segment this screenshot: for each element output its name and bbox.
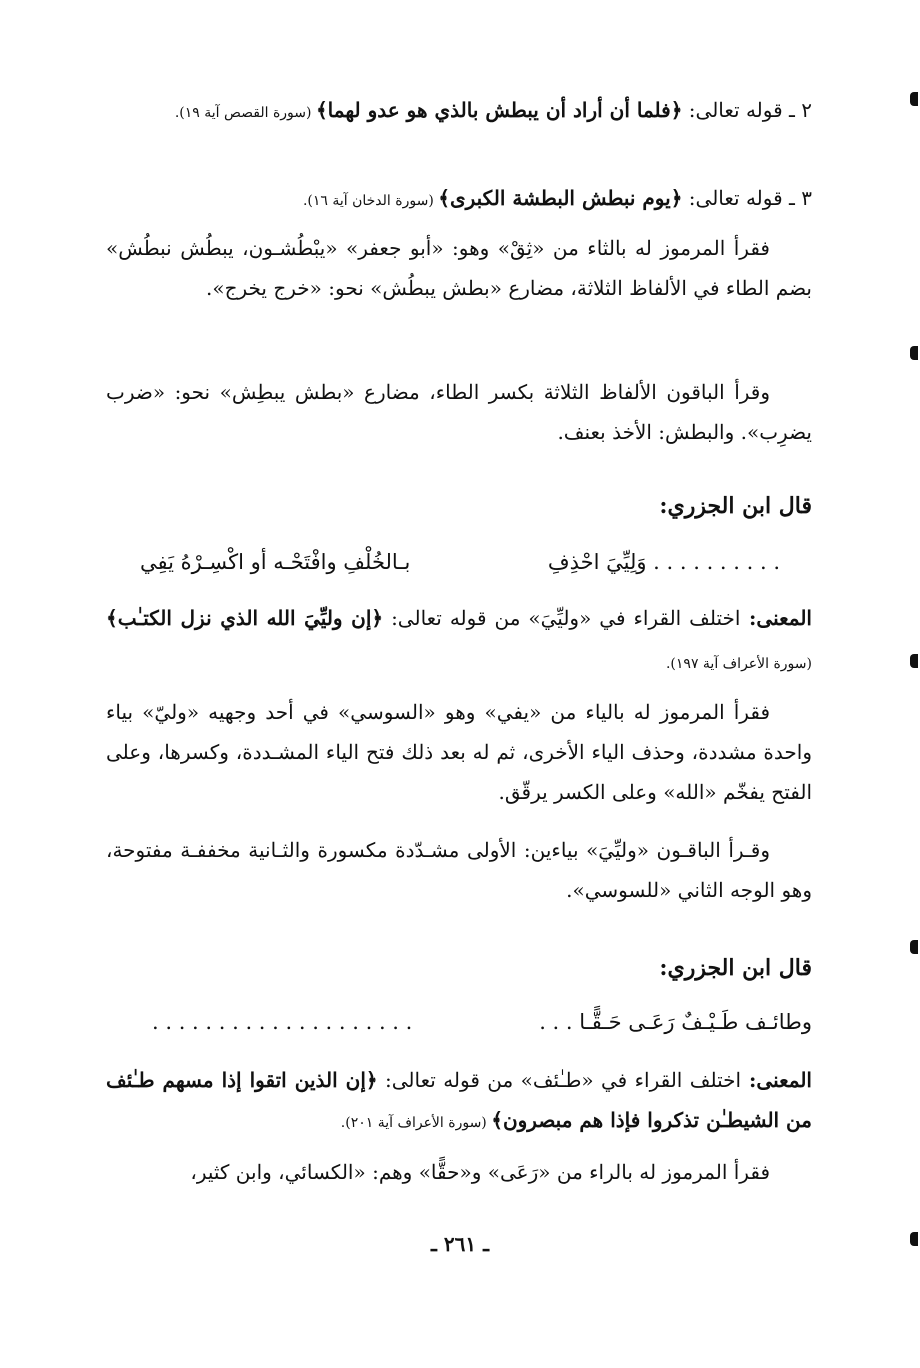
paragraph-1: فقرأ المرموز له بالثاء من «ثِقْ» وهو: «أبو جعفر» «يبْطُشـون، يبطُش نبطُش» بضم الطاء في الألفاظ الثلاثة، مضارع «بطش يبطُش» نحو: «خرج يخرج». [106, 236, 812, 300]
margin-mark [910, 654, 918, 668]
item-2-ref: (سورة القصص آية ١٩). [174, 105, 316, 121]
poem-line-2 [152, 1002, 812, 1042]
meaning-1-label: المعنى: [740, 606, 812, 630]
item-3-prefix: ٣ ـ قوله تعالى: [682, 186, 812, 210]
paragraph-3: فقرأ المرموز له بالياء من «يفي» وهو «السوسي» في أحد وجهيه «وليّ» بياء واحدة مشددة، وحذف الياء الأخرى، ثم له بعد ذلك فتح الياء المشـددة، وكسرها، وعلى الفتح يفخّم «الله» وعلى الكسر يرقّق. [106, 700, 812, 804]
heading-ibn-al-jazari-2: قال ابن الجزري: [659, 955, 812, 981]
margin-mark [910, 92, 918, 106]
item-3 [106, 178, 812, 221]
meaning-2-label: المعنى: [741, 1068, 812, 1092]
paragraph-5: فقرأ المرموز له بالراء من «رَعَى» و«حقًّا» وهم: «الكسائي، وابن كثير، [190, 1160, 770, 1184]
poem-line-1 [140, 542, 780, 582]
page-number: ـ ٢٦١ ـ [431, 1232, 489, 1256]
poem-1-left-hemistich: بـالخُلْفِ وافْتَحْـه أو اكْسِـرْهُ يَفِي [140, 550, 411, 574]
item-3-verse: ﴿يوم نبطش البطشة الكبرى﴾ [438, 186, 683, 210]
meaning-1-ref: (سورة الأعراف آية ١٩٧). [665, 656, 812, 672]
margin-mark [910, 940, 918, 954]
meaning-1-verse: ﴿إن وليِّيَ الله الذي نزل الكتـٰب﴾ [106, 606, 384, 630]
paragraph-4: وقـرأ الباقـون «وليِّيَ» بياءين: الأولى مشـدّدة مكسورة والثـانية مخففـة مفتوحة، وهو الوجه الثاني «للسوسي». [106, 838, 812, 902]
meaning-2-text: اختلف القراء في «طـٰئف» من قوله تعالى: [377, 1068, 742, 1092]
meaning-2-ref: (سورة الأعراف آية ٢٠١). [340, 1115, 492, 1131]
item-2-prefix: ٢ ـ قوله تعالى: [682, 98, 812, 122]
margin-mark [910, 346, 918, 360]
poem-2-left-hemistich: . . . . . . . . . . . . . . . . . . . . [152, 1010, 413, 1034]
item-2-verse: ﴿فلما أن أراد أن يبطش بالذي هو عدو لهما﴾ [315, 98, 683, 122]
meaning-2-verse: ﴿إن الذين اتقوا إذا مسهم طـٰئف من الشيطـٰن تذكروا فإذا هم مبصرون﴾ [106, 1068, 812, 1132]
paragraph-2: وقرأ الباقون الألفاظ الثلاثة بكسر الطاء، مضارع «بطش يبطِش» نحو: «ضرب يضرِب». والبطش: الأخذ بعنف. [106, 380, 812, 444]
poem-2-right-hemistich: وطائـف طَـيْـفٌ رَعَـى حَـقًّـا . . . [539, 1010, 812, 1034]
heading-ibn-al-jazari-1: قال ابن الجزري: [659, 493, 812, 519]
item-3-ref: (سورة الدخان آية ١٦). [302, 193, 439, 209]
meaning-2 [106, 1060, 812, 1143]
item-2 [106, 90, 812, 133]
poem-1-right-hemistich: . . . . . . . . . . وَلِيِّيَ احْذِفِ [547, 550, 780, 574]
meaning-1-text: اختلف القراء في «وليِّيَ» من قوله تعالى: [383, 606, 741, 630]
margin-mark [910, 1232, 918, 1246]
meaning-1 [106, 598, 812, 684]
